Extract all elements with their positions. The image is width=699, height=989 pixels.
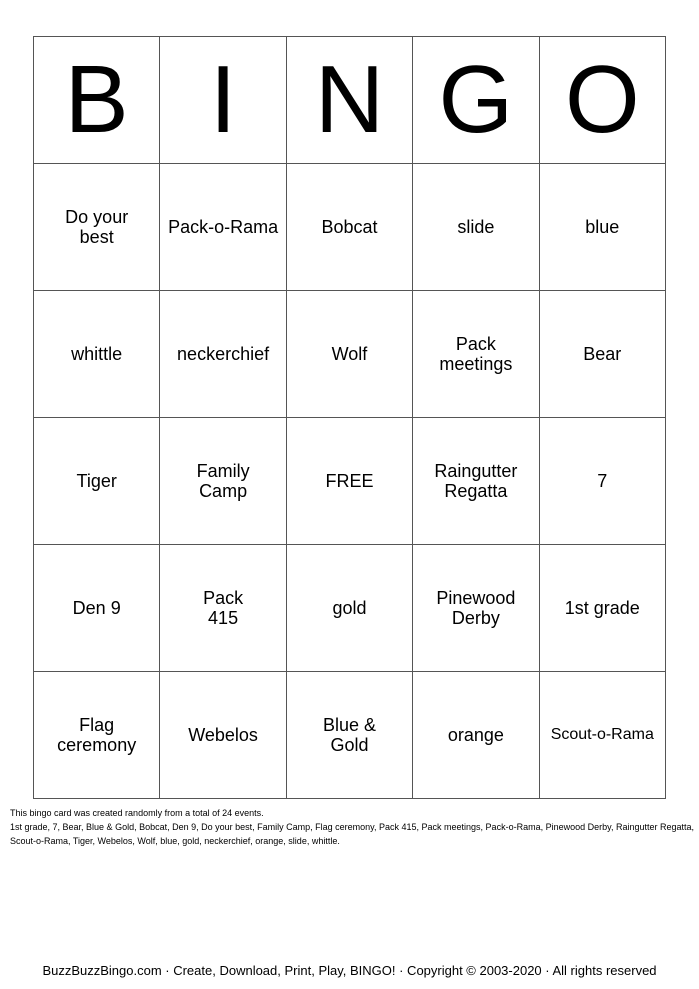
- bingo-header-letter: G: [413, 37, 539, 164]
- card-note: [10, 806, 695, 848]
- bingo-cell: [539, 545, 665, 672]
- bingo-cell-text: whittle: [71, 344, 123, 364]
- bingo-cell: [539, 418, 665, 545]
- bingo-header-letter: O: [539, 37, 665, 164]
- bingo-cell-text: 7: [597, 471, 608, 491]
- bingo-header-letter: N: [286, 37, 412, 164]
- bingo-cell: [34, 164, 160, 291]
- bingo-cell-text: Webelos: [188, 725, 258, 745]
- bingo-row: [34, 418, 666, 545]
- bingo-cell-text: Den 9: [72, 598, 121, 618]
- bingo-row: [34, 545, 666, 672]
- bingo-cell: [413, 545, 539, 672]
- bingo-row: [34, 672, 666, 799]
- bingo-cell-text: slide: [457, 217, 495, 237]
- bingo-cell: [413, 672, 539, 799]
- card-note-event-list: 1st grade, 7, Bear, Blue & Gold, Bobcat, Den 9, Do your best, Family Camp, Flag ceremony, Pack 415, Pack meetings, Pack-o-Rama, Pinewood Derby, Raingutter Regatta, Scout-o-Rama, Tiger, Webelos, Wolf, blue, gold, neckerchief, orange, slide, whittle.: [10, 822, 694, 846]
- bingo-cell-text: Bear: [583, 344, 622, 364]
- bingo-cell-text: Pack meetings: [439, 334, 513, 374]
- bingo-cell: [286, 164, 412, 291]
- bingo-cell-text: Pinewood Derby: [436, 588, 516, 628]
- bingo-cell-text: gold: [332, 598, 367, 618]
- bingo-cell-text: blue: [585, 217, 620, 237]
- bingo-header-letter: I: [160, 37, 286, 164]
- bingo-cell: [34, 418, 160, 545]
- bingo-cell-text: Pack 415: [203, 588, 244, 628]
- bingo-cell-text: Family Camp: [196, 461, 250, 501]
- site-footer: BuzzBuzzBingo.com · Create, Download, Print, Play, BINGO! · Copyright © 2003-2020 · All rights reserved: [42, 963, 657, 978]
- bingo-row: [34, 291, 666, 418]
- bingo-cell: [539, 164, 665, 291]
- bingo-cell: [413, 418, 539, 545]
- bingo-cell-text: Do your best: [65, 207, 129, 247]
- bingo-cell: [160, 291, 286, 418]
- bingo-cell: [160, 418, 286, 545]
- bingo-cell: [160, 164, 286, 291]
- card-note-summary: This bingo card was created randomly from a total of 24 events.: [10, 808, 264, 818]
- bingo-cell-text: Flag ceremony: [57, 715, 137, 755]
- bingo-cell: [34, 672, 160, 799]
- bingo-cell: [539, 672, 665, 799]
- bingo-cell-free: [286, 418, 412, 545]
- bingo-cell-text: Bobcat: [321, 217, 378, 237]
- bingo-cell: [34, 291, 160, 418]
- bingo-header-letter: B: [34, 37, 160, 164]
- bingo-cell: [539, 291, 665, 418]
- bingo-cell-text: Scout-o-Rama: [550, 726, 654, 743]
- bingo-card: [33, 36, 666, 799]
- bingo-cell-text: Tiger: [76, 471, 117, 491]
- bingo-cell: [413, 291, 539, 418]
- bingo-cell-text: Wolf: [331, 344, 368, 364]
- bingo-cell-text: Blue & Gold: [322, 715, 376, 755]
- bingo-cell: [413, 164, 539, 291]
- bingo-cell: [160, 545, 286, 672]
- bingo-row: [34, 164, 666, 291]
- bingo-cell: [34, 545, 160, 672]
- bingo-cell-text: neckerchief: [177, 344, 270, 364]
- bingo-cell: [286, 291, 412, 418]
- bingo-cell: [286, 672, 412, 799]
- bingo-cell-text: orange: [447, 725, 504, 745]
- bingo-cell-text: 1st grade: [564, 598, 640, 618]
- bingo-cell: [160, 672, 286, 799]
- bingo-cell: [286, 545, 412, 672]
- bingo-cell-text: FREE: [325, 471, 374, 491]
- bingo-cell-text: Pack-o-Rama: [168, 217, 279, 237]
- bingo-cell-text: Raingutter Regatta: [434, 461, 518, 501]
- bingo-header-row: [34, 37, 666, 164]
